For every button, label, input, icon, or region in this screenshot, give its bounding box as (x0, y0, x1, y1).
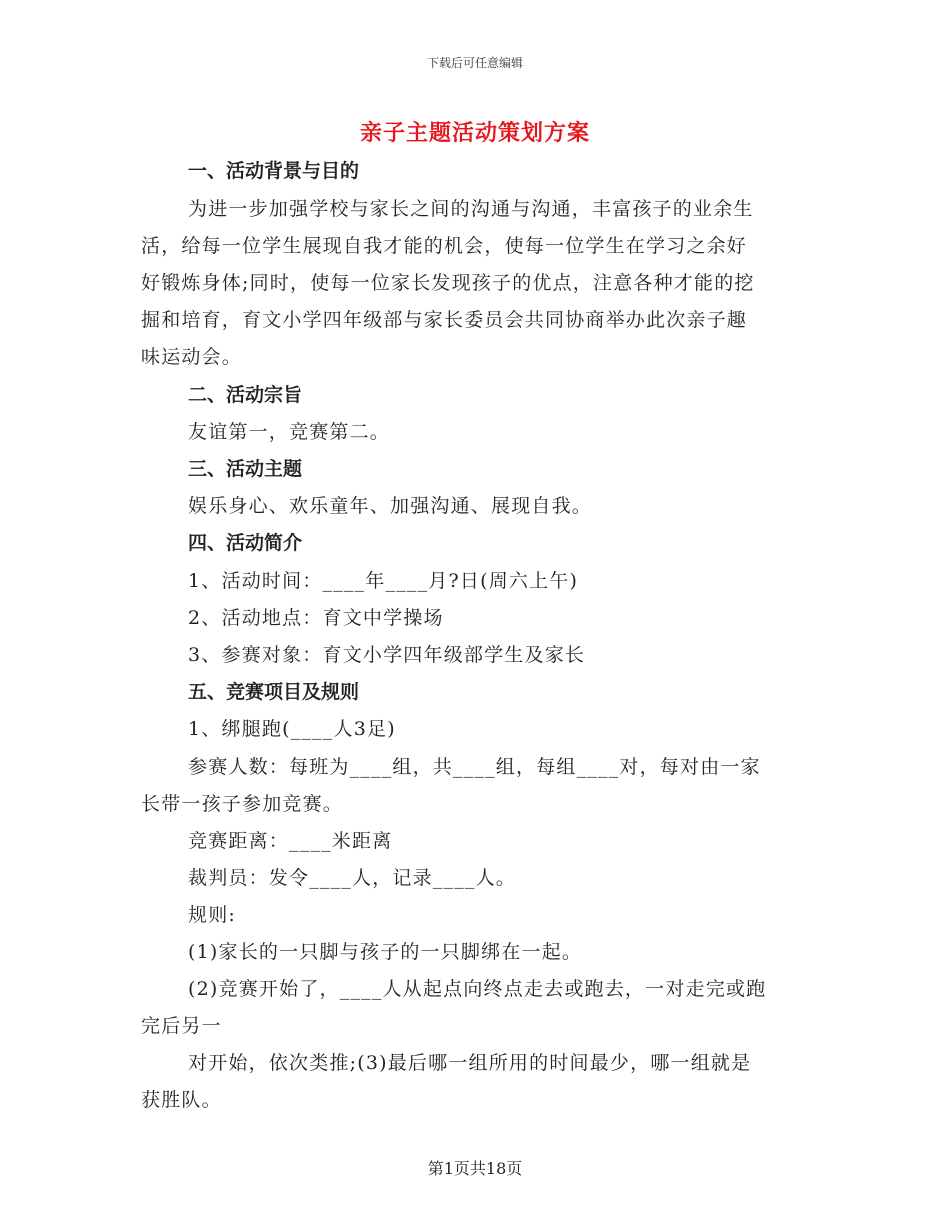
section-heading-3: 三、活动主题 (188, 458, 303, 480)
document-title: 亲子主题活动策划方案 (359, 120, 590, 146)
paragraph-line: 为进一步加强学校与家长之间的沟通与沟通，丰富孩子的业余生 (188, 198, 754, 220)
page-footer: 第1页共18页 (427, 1159, 523, 1178)
paragraph-line: 娱乐身心、欢乐童年、加强沟通、展现自我。 (188, 495, 593, 517)
paragraph-line: 裁判员：发令____人，记录____人。 (188, 867, 517, 889)
paragraph-line: 竞赛距离：____米距离 (188, 830, 393, 852)
section-heading-2: 二、活动宗旨 (188, 384, 303, 406)
list-item: 1、活动时间：____年____月?日(周六上午) (188, 570, 579, 592)
paragraph-line: 味运动会。 (141, 346, 243, 368)
rule-item: 完后另一 (141, 1015, 222, 1037)
section-heading-1: 一、活动背景与目的 (188, 160, 360, 182)
paragraph-line: 掘和培育，育文小学四年级部与家长委员会共同协商举办此次亲子趣 (141, 309, 748, 331)
page-header: 下载后可任意编辑 (426, 56, 523, 70)
list-item: 1、绑腿跑(____人3足) (188, 718, 396, 740)
rule-item: 对开始，依次类推;(3)最后哪一组所用的时间最少，哪一组就是 (188, 1052, 752, 1074)
paragraph-line: 规则: (188, 904, 237, 926)
list-item: 2、活动地点：育文中学操场 (188, 607, 444, 629)
section-heading-5: 五、竞赛项目及规则 (188, 681, 360, 703)
paragraph-line: 好锻炼身体;同时，使每一位家长发现孩子的优点，注意各种才能的挖 (141, 272, 755, 294)
paragraph-line: 长带一孩子参加竞赛。 (141, 793, 344, 815)
list-item: 3、参赛对象：育文小学四年级部学生及家长 (188, 644, 586, 666)
paragraph-line: 活，给每一位学生展现自我才能的机会，使每一位学生在学习之余好 (141, 235, 748, 257)
rule-item: 获胜队。 (141, 1089, 222, 1111)
rule-item: (2)竞赛开始了，____人从起点向终点走去或跑去，一对走完或跑 (188, 978, 767, 1000)
paragraph-line: 参赛人数：每班为____组，共____组，每组____对，每对由一家 (188, 756, 761, 778)
section-heading-4: 四、活动简介 (188, 532, 303, 554)
paragraph-line: 友谊第一，竞赛第二。 (188, 421, 391, 443)
rule-item: (1)家长的一只脚与孩子的一只脚绑在一起。 (188, 941, 583, 963)
